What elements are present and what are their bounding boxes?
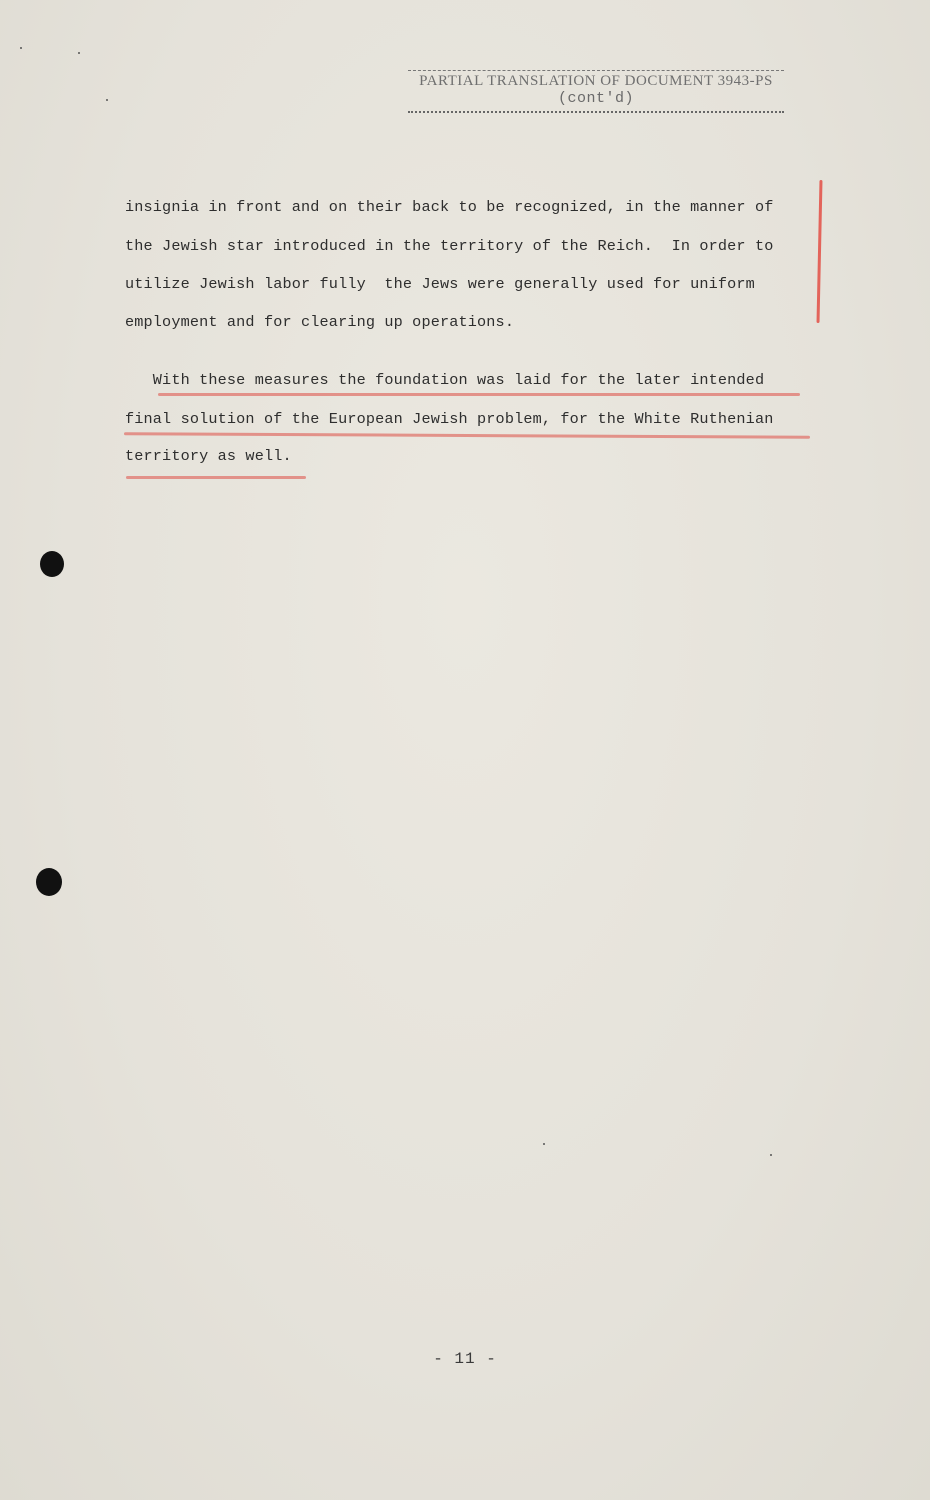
punch-hole-top <box>40 551 64 577</box>
speck <box>770 1154 772 1156</box>
underline-1 <box>158 393 800 396</box>
speck <box>78 52 80 54</box>
speck <box>20 47 22 49</box>
paragraph1-line4: employment and for clearing up operations. <box>125 313 515 331</box>
header-bottom-rule <box>408 111 784 113</box>
header-subtitle: (cont'd) <box>557 90 634 107</box>
document-header <box>408 72 784 108</box>
punch-hole-bottom <box>36 868 62 896</box>
paragraph1-line1: insignia in front and on their back to be recognized, in the manner of <box>125 198 774 216</box>
paragraph2-line3: territory as well. <box>125 447 292 465</box>
paragraph2-line1: With these measures the foundation was laid for the later intended <box>125 371 765 389</box>
margin-mark <box>817 180 823 323</box>
header-top-rule <box>408 70 784 71</box>
paragraph2-line2: final solution of the European Jewish problem, for the White Ruthenian <box>125 410 774 428</box>
speck <box>543 1143 545 1145</box>
paragraph1-line3: utilize Jewish labor fully the Jews were generally used for uniform <box>125 275 755 293</box>
page-number: - 11 - <box>433 1350 497 1368</box>
header-title: PARTIAL TRANSLATION OF DOCUMENT 3943-PS <box>419 73 773 89</box>
underline-3 <box>126 476 306 479</box>
speck <box>106 99 108 101</box>
underline-2 <box>124 432 810 439</box>
paragraph1-line2: the Jewish star introduced in the territory of the Reich. In order to <box>125 237 774 255</box>
